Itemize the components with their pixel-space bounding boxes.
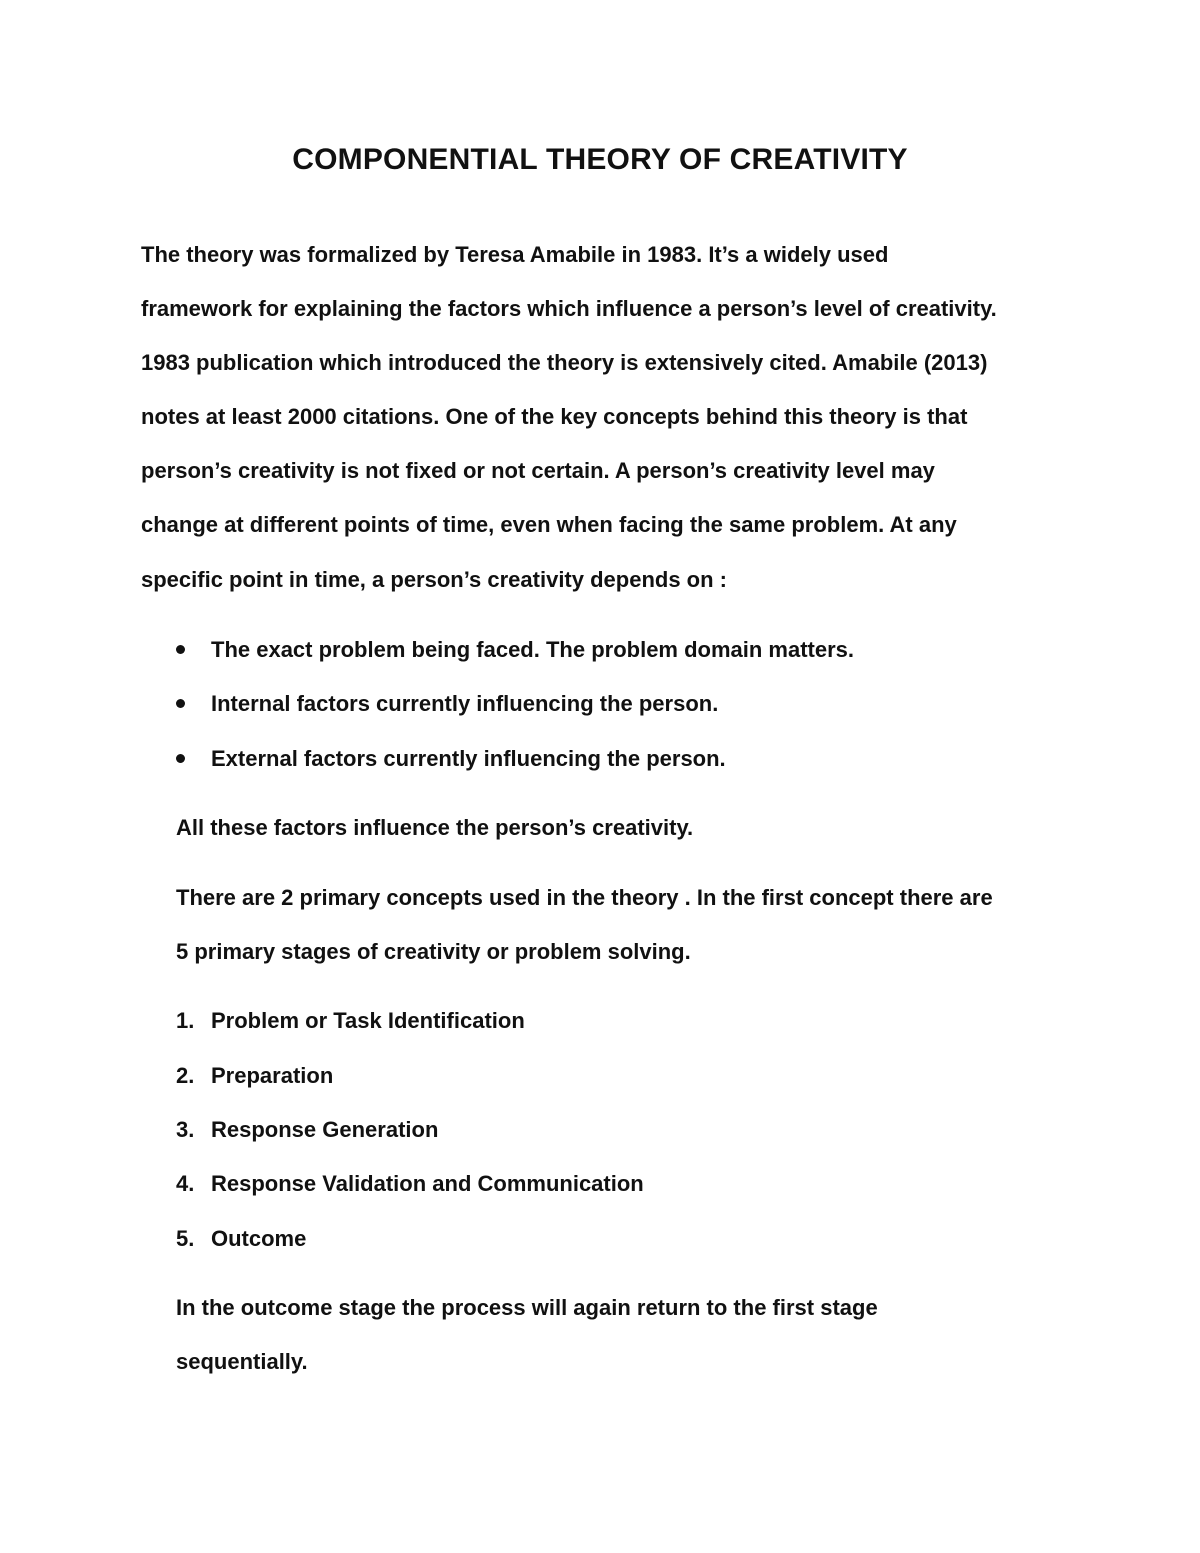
intro-line: notes at least 2000 citations. One of the key concepts behind this theory is that [141, 404, 968, 429]
bullet-icon [176, 699, 185, 708]
stage-number: 5. [176, 1226, 195, 1251]
stage-label: Preparation [211, 1063, 334, 1088]
bullet-item: Internal factors currently influencing the person. [211, 691, 719, 716]
intro-line: The theory was formalized by Teresa Amabile in 1983. It’s a widely used [141, 242, 889, 267]
stage-number: 3. [176, 1117, 195, 1142]
stage-label: Response Generation [211, 1117, 439, 1142]
stage-label: Outcome [211, 1226, 307, 1251]
stage-number: 2. [176, 1063, 195, 1088]
concepts-line: 5 primary stages of creativity or problem solving. [176, 939, 691, 964]
intro-line: person’s creativity is not fixed or not certain. A person’s creativity level may [141, 458, 935, 483]
document-title: COMPONENTIAL THEORY OF CREATIVITY [292, 143, 908, 176]
bullet-icon [176, 754, 185, 763]
outcome-line: sequentially. [176, 1349, 308, 1374]
intro-line: change at different points of time, even when facing the same problem. At any [141, 512, 957, 537]
summary-line: All these factors influence the person’s creativity. [176, 815, 694, 840]
stage-label: Problem or Task Identification [211, 1008, 525, 1033]
stage-number: 1. [176, 1008, 195, 1033]
intro-line: framework for explaining the factors which influence a person’s level of creativity. [141, 296, 997, 321]
stage-number: 4. [176, 1171, 195, 1196]
concepts-line: There are 2 primary concepts used in the theory . In the first concept there are [176, 885, 993, 910]
bullet-item: External factors currently influencing the person. [211, 746, 726, 771]
outcome-line: In the outcome stage the process will again return to the first stage [176, 1295, 878, 1320]
intro-line: 1983 publication which introduced the theory is extensively cited. Amabile (2013) [141, 350, 988, 375]
intro-line: specific point in time, a person’s creativity depends on : [141, 567, 727, 592]
bullet-item: The exact problem being faced. The problem domain matters. [211, 637, 855, 662]
bullet-icon [176, 645, 185, 654]
stage-label: Response Validation and Communication [211, 1171, 644, 1196]
